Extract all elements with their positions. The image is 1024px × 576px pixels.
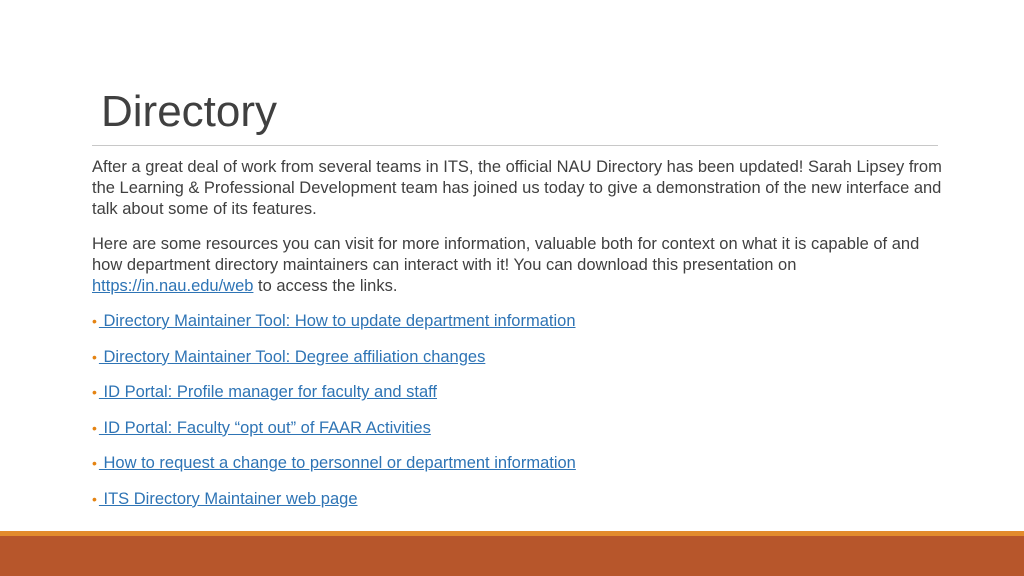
link-request-change[interactable]: How to request a change to personnel or department information <box>98 454 576 473</box>
presentation-download-link[interactable]: https://in.nau.edu/web <box>92 277 254 295</box>
list-item <box>92 311 942 332</box>
link-directory-maintainer-page[interactable]: ITS Directory Maintainer web page <box>98 489 358 508</box>
slide-body <box>92 157 942 525</box>
footer-bar <box>0 531 1024 576</box>
bullet-icon: • <box>92 419 97 436</box>
resources-text-before: Here are some resources you can visit for more information, valuable both for context on what it is capable of and how department directory maintainers can interact with it! You can download this presentation on <box>92 235 920 274</box>
resource-link-list <box>92 311 942 510</box>
footer-accent-stripe <box>0 531 1024 536</box>
bullet-icon: • <box>92 313 97 329</box>
resources-paragraph <box>92 234 942 297</box>
slide-title: Directory <box>101 87 278 136</box>
resources-text-after: to access the links. <box>253 277 398 295</box>
link-profile-manager[interactable]: ID Portal: Profile manager for faculty and staff <box>98 383 438 402</box>
title-divider <box>92 145 938 146</box>
list-item <box>92 347 942 368</box>
list-item <box>92 382 942 403</box>
list-item <box>92 453 942 474</box>
link-degree-affiliation-changes[interactable]: Directory Maintainer Tool: Degree affiliation changes <box>98 347 486 366</box>
list-item <box>92 418 942 439</box>
bullet-icon: • <box>92 384 97 401</box>
list-item <box>92 489 942 510</box>
bullet-icon: • <box>92 455 97 472</box>
link-update-department-information[interactable]: Directory Maintainer Tool: How to update department information <box>98 312 576 330</box>
link-faar-opt-out[interactable]: ID Portal: Faculty “opt out” of FAAR Activities <box>98 418 431 437</box>
intro-paragraph: After a great deal of work from several teams in ITS, the official NAU Directory has been updated! Sarah Lipsey from the Learning & Professional Development team has joined us today to give a demonstration of the new interface and talk about some of its features. <box>92 158 942 218</box>
bullet-icon: • <box>92 490 97 507</box>
bullet-icon: • <box>92 348 97 365</box>
